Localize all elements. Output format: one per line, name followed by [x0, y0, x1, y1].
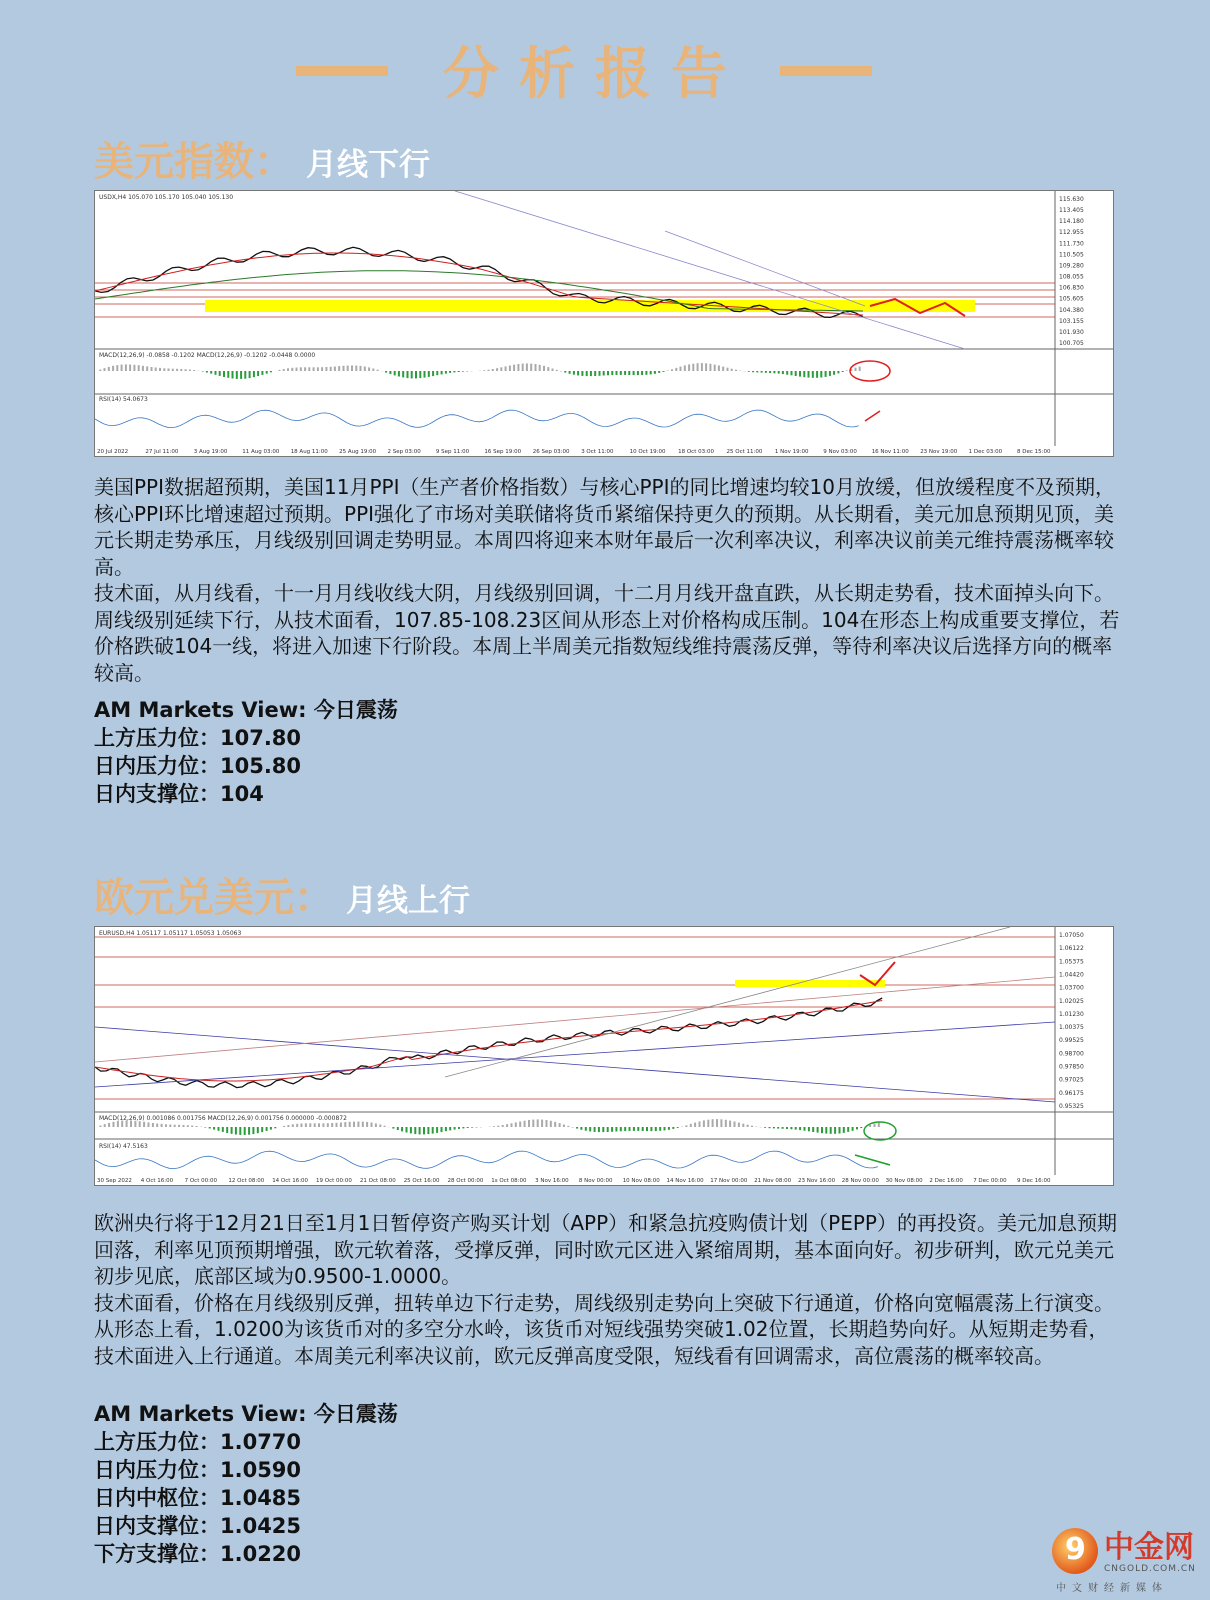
- date-tick-label: 1 Dec 03:00: [968, 449, 1003, 455]
- date-tick-label: 12 Oct 08:00: [228, 1178, 265, 1184]
- date-tick-label: 9 Nov 03:00: [823, 449, 857, 455]
- price-tick-label: 108.055: [1059, 273, 1084, 281]
- date-tick-label: 14 Oct 16:00: [272, 1178, 309, 1184]
- header-right-bar: [780, 66, 872, 76]
- date-tick-label: 18 Oct 03:00: [678, 449, 714, 455]
- date-tick-label: 10 Nov 08:00: [622, 1178, 660, 1184]
- price-tick-label: 104.380: [1059, 306, 1084, 314]
- header-left-bar: [296, 66, 388, 76]
- consolidation-zone: [735, 980, 885, 987]
- price-tick-label: 1.04420: [1059, 971, 1084, 979]
- eurusd-chart-svg: [95, 927, 1113, 1185]
- date-tick-label: 17 Nov 00:00: [710, 1178, 748, 1184]
- usd-paragraph-1: 美国PPI数据超预期，美国11月PPI（生产者价格指数）与核心PPI的同比增速均较10月放缓，但放缓程度不及预期，核心PPI环比增速超过预期。PPI强化了市场对美联储将货币紧缩保持更久的预期。从长期看，美元加息预期见顶，美元长期走势承压，月线级别回调走势明显。本周四将迎来本财年最后一次利率决议，利率决议前美元维持震荡概率较高。: [94, 475, 1115, 579]
- price-tick-label: 110.505: [1059, 251, 1084, 259]
- date-tick-label: 26 Sep 03:00: [532, 449, 570, 455]
- logo-domain: CNGOLD.COM.CN: [1104, 1564, 1196, 1574]
- price-tick-label: 105.605: [1059, 295, 1084, 303]
- date-tick-label: 28 Oct 00:00: [447, 1178, 484, 1184]
- date-tick-label: 4 Oct 16:00: [140, 1178, 174, 1184]
- view-line: AM Markets View: 今日震荡: [94, 1402, 398, 1426]
- price-tick-label: 109.280: [1059, 262, 1084, 270]
- macd-label: MACD(12,26,9) 0.001086 0.001756 MACD(12,26,9) 0.001756 0.000000 -0.000872: [99, 1115, 347, 1122]
- price-tick-label: 1.01230: [1059, 1010, 1084, 1018]
- usd-index-chart: [94, 190, 1114, 457]
- eurusd-chart: [94, 926, 1114, 1186]
- date-tick-label: 30 Sep 2022: [97, 1178, 132, 1184]
- section-title-main: 美元指数：: [94, 139, 294, 185]
- price-tick-label: 0.97025: [1059, 1076, 1084, 1084]
- view-line: 日内支撑位：104: [94, 782, 264, 806]
- rsi-label: RSI(14) 47.5163: [99, 1143, 148, 1150]
- date-tick-label: 16 Sep 19:00: [484, 449, 522, 455]
- rsi-label: RSI(14) 54.0673: [99, 396, 148, 403]
- section-title-sub: 月线下行: [306, 147, 430, 183]
- section-title-usd-index: [94, 130, 430, 187]
- price-tick-label: 0.99525: [1059, 1037, 1084, 1045]
- date-tick-label: 7 Oct 00:00: [184, 1178, 217, 1184]
- date-tick-label: 27 Jul 11:00: [145, 449, 179, 455]
- price-tick-label: 113.405: [1059, 207, 1084, 215]
- date-tick-label: 3 Aug 19:00: [193, 449, 228, 455]
- view-line: 上方压力位：107.80: [94, 726, 302, 750]
- price-tick-label: 115.630: [1059, 196, 1084, 203]
- usd-paragraph-2: 技术面，从月线看，十一月月线收线大阴，月线级别回调，十二月月线开盘直跌，从长期走势看，技术面掉头向下。周线级别延续下行，从技术面看，107.85-108.23区间从形态上对价格构成压制。104在形态上构成重要支撑位，若价格跌破104一线，将进入加速下行阶段。本周上半周美元指数短线维持震荡反弹，等待利率决议后选择方向的概率较高。: [94, 581, 1120, 685]
- date-tick-label: 16 Nov 11:00: [871, 449, 909, 455]
- date-tick-label: 2 Dec 16:00: [929, 1178, 963, 1184]
- chart-symbol-label: EURUSD,H4 1.05117 1.05117 1.05053 1.05063: [99, 930, 242, 937]
- view-line: 日内压力位：1.0590: [94, 1458, 302, 1482]
- date-tick-label: 3 Oct 11:00: [581, 449, 614, 455]
- price-tick-label: 0.95325: [1059, 1103, 1084, 1110]
- date-tick-label: 28 Nov 00:00: [841, 1178, 879, 1184]
- eurusd-paragraph-1: 欧洲央行将于12月21日至1月1日暂停资产购买计划（APP）和紧急抗疫购债计划（PEPP）的再投资。美元加息预期回落，利率见顶预期增强，欧元软着落，受撑反弹，同时欧元区进入紧缩周期，基本面向好。初步研判，欧元兑美元初步见底，底部区域为0.9500-1.0000。: [94, 1211, 1117, 1288]
- price-tick-label: 1.02025: [1059, 997, 1084, 1005]
- price-tick-label: 0.97850: [1059, 1063, 1084, 1071]
- date-tick-label: 30 Nov 08:00: [885, 1178, 923, 1184]
- date-tick-label: 23 Nov 19:00: [920, 449, 958, 455]
- date-tick-label: 9 Dec 16:00: [1017, 1178, 1051, 1184]
- section-title-eurusd: [94, 866, 470, 923]
- date-tick-label: 18 Aug 11:00: [290, 449, 328, 455]
- price-tick-label: 111.730: [1059, 240, 1084, 248]
- view-line: 日内支撑位：1.0425: [94, 1514, 302, 1538]
- section-title-main: 欧元兑美元：: [94, 875, 334, 921]
- price-tick-label: 1.07050: [1059, 932, 1084, 939]
- price-tick-label: 0.98700: [1059, 1050, 1084, 1058]
- date-tick-label: 1s Oct 08:00: [491, 1178, 527, 1184]
- date-tick-label: 1 Nov 19:00: [774, 449, 809, 455]
- price-tick-label: 0.96175: [1059, 1089, 1084, 1097]
- section-title-sub: 月线上行: [346, 883, 470, 919]
- price-tick-label: 1.00375: [1059, 1024, 1084, 1032]
- price-tick-label: 114.180: [1059, 218, 1084, 226]
- eurusd-markets-view: [94, 1400, 398, 1568]
- price-tick-label: 101.930: [1059, 328, 1084, 336]
- view-line: 下方支撑位：1.0220: [94, 1542, 302, 1566]
- date-tick-label: 8 Dec 15:00: [1017, 449, 1051, 455]
- usd-markets-view: [94, 696, 398, 808]
- date-tick-label: 8 Nov 00:00: [578, 1178, 613, 1184]
- date-tick-label: 23 Nov 16:00: [798, 1178, 836, 1184]
- price-tick-label: 1.05375: [1059, 958, 1084, 966]
- date-tick-label: 25 Aug 19:00: [339, 449, 377, 455]
- price-tick-label: 112.955: [1059, 229, 1084, 237]
- price-tick-label: 106.830: [1059, 284, 1084, 292]
- price-tick-label: 103.155: [1059, 317, 1084, 325]
- usd-index-chart-svg: [95, 191, 1113, 456]
- date-tick-label: 2 Sep 03:00: [387, 449, 421, 455]
- view-line: 日内中枢位：1.0485: [94, 1486, 302, 1510]
- price-tick-label: 100.705: [1059, 340, 1084, 347]
- date-tick-label: 21 Oct 08:00: [359, 1178, 396, 1184]
- date-tick-label: 3 Nov 16:00: [535, 1178, 569, 1184]
- page-title: 分析报告: [443, 42, 747, 107]
- logo-tagline: 中文财经新媒体: [1056, 1583, 1168, 1594]
- page-header: [0, 30, 1210, 107]
- macd-label: MACD(12,26,9) -0.0858 -0.1202 MACD(12,26,9) -0.1202 -0.0448 0.0000: [99, 352, 316, 359]
- logo-name: 中金网: [1104, 1530, 1194, 1565]
- usd-analysis-text: [94, 474, 1124, 686]
- price-tick-label: 1.03700: [1059, 984, 1084, 992]
- view-line: AM Markets View: 今日震荡: [94, 698, 398, 722]
- date-tick-label: 20 Jul 2022: [97, 449, 129, 455]
- date-tick-label: 21 Nov 08:00: [754, 1178, 792, 1184]
- date-tick-label: 25 Oct 11:00: [726, 449, 763, 455]
- eurusd-paragraph-2: 技术面看，价格在月线级别反弹，扭转单边下行走势，周线级别走势向上突破下行通道，价格向宽幅震荡上行演变。从形态上看，1.0200为该货币对的多空分水岭，该货币对短线强势突破1.02位置，长期趋势向好。从短期走势看，技术面进入上行通道。本周美元利率决议前，欧元反弹高度受限，短线看有回调需求，高位震荡的概率较高。: [94, 1290, 1114, 1368]
- date-tick-label: 10 Oct 19:00: [629, 449, 666, 455]
- date-tick-label: 19 Oct 00:00: [316, 1178, 352, 1184]
- date-tick-label: 11 Aug 03:00: [242, 449, 280, 455]
- price-tick-label: 1.06122: [1059, 945, 1084, 953]
- date-tick-label: 9 Sep 11:00: [435, 449, 470, 455]
- eurusd-analysis-text: [94, 1210, 1124, 1369]
- view-line: 日内压力位：105.80: [94, 754, 302, 778]
- chart-symbol-label: USDX,H4 105.070 105.170 105.040 105.130: [99, 194, 234, 201]
- logo-mark-icon: 9: [1052, 1528, 1098, 1574]
- view-line: 上方压力位：1.0770: [94, 1430, 302, 1454]
- date-tick-label: 14 Nov 16:00: [666, 1178, 704, 1184]
- date-tick-label: 25 Oct 16:00: [403, 1178, 440, 1184]
- support-zone: [205, 300, 975, 312]
- date-tick-label: 7 Dec 00:00: [973, 1178, 1007, 1184]
- cngold-logo: [1052, 1522, 1202, 1592]
